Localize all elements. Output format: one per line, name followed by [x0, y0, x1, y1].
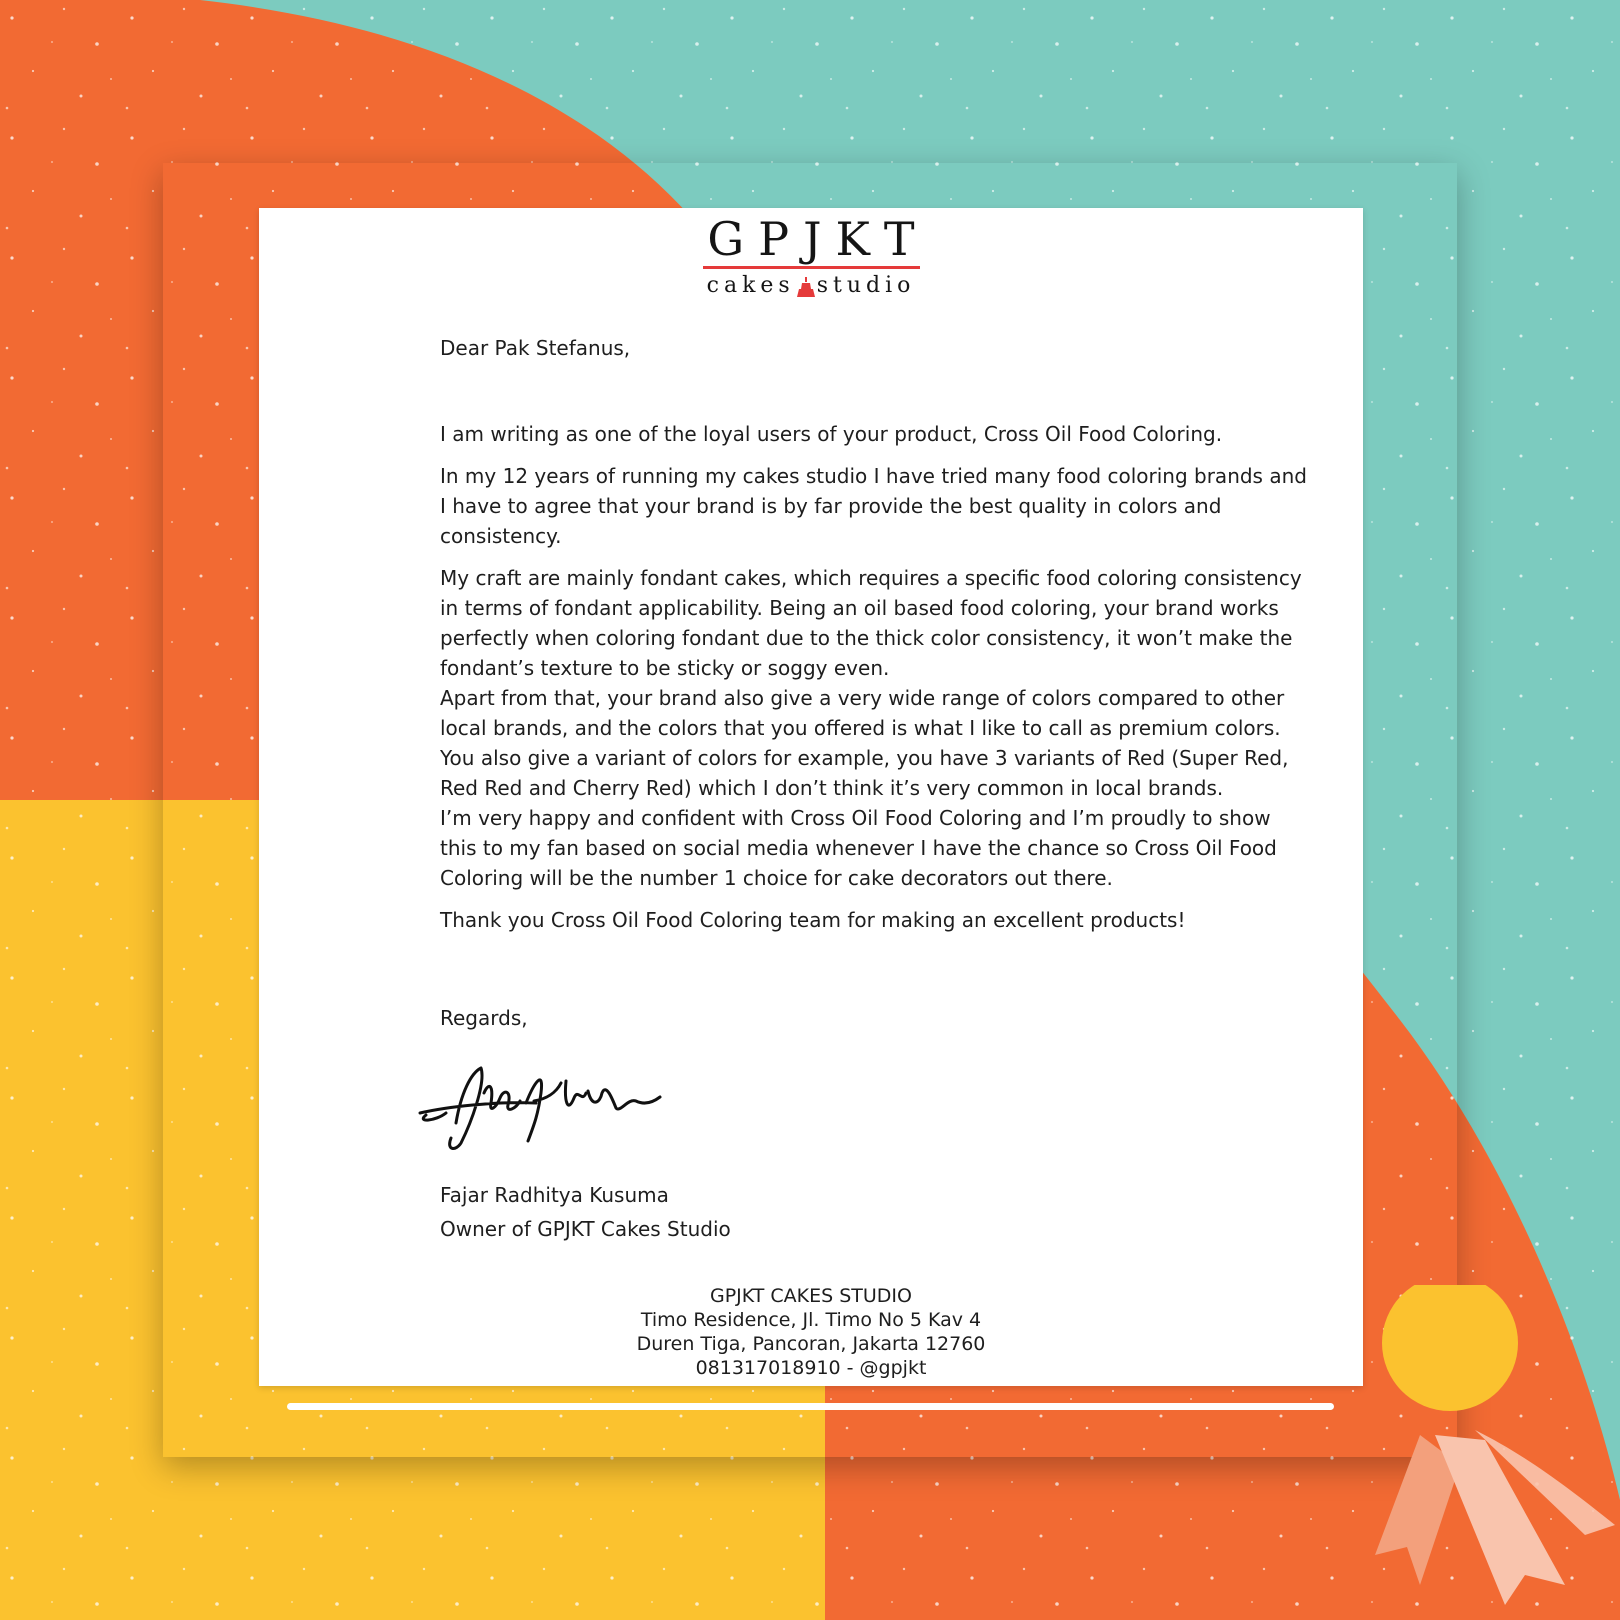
signer-block	[440, 1178, 731, 1246]
letter-footer	[259, 1284, 1363, 1380]
footer-address-2: Duren Tiga, Pancoran, Jakarta 12760	[636, 1333, 986, 1355]
greeting: Dear Pak Stefanus,	[440, 336, 631, 360]
logo-underline	[703, 266, 920, 269]
logo-tagline-right: studio	[816, 273, 916, 298]
logo-tagline	[707, 273, 916, 299]
logo-wordmark: GPJKT	[707, 212, 929, 266]
letter-body	[440, 333, 1310, 935]
handwritten-signature	[416, 1053, 676, 1153]
frame-bottom-bar	[287, 1403, 1334, 1410]
cake-icon	[797, 277, 815, 299]
paragraph-1: I am writing as one of the loyal users of your product, Cross Oil Food Coloring.	[440, 422, 1223, 446]
paragraph-2: In my 12 years of running my cakes studio I have tried many food coloring brands and I have to agree that your brand is by far provide the best quality in colors and consistency.	[440, 464, 1307, 548]
footer-company: GPJKT CAKES STUDIO	[709, 1285, 912, 1307]
closing: Regards,	[440, 1006, 528, 1030]
paragraph-5: I’m very happy and confident with Cross Oil Food Coloring and I’m proudly to show this to my fan based on social media whenever I have the chance so Cross Oil Food Coloring will be the number 1 choice for cake decorators out there.	[440, 806, 1277, 890]
signer-name: Fajar Radhitya Kusuma	[440, 1183, 669, 1207]
logo-tagline-left: cakes	[706, 273, 795, 298]
company-logo	[259, 214, 1363, 299]
paragraph-4: Apart from that, your brand also give a very wide range of colors compared to other local brands, and the colors that you offered is what I like to call as premium colors. You also give a variant of colors for example, you have 3 variants of Red (Super Red, Red Red and Cherry Red) which I don’t think it’s very common in local brands.	[440, 686, 1289, 800]
paragraph-3: My craft are mainly fondant cakes, which requires a specific food coloring consistency in terms of fondant applicability. Being an oil based food coloring, your brand works perfectly when coloring fondant due to the thick color consistency, it won’t make the fondant’s texture to be sticky or soggy even.	[440, 566, 1302, 680]
footer-address-1: Timo Residence, Jl. Timo No 5 Kav 4	[640, 1309, 982, 1331]
award-ribbon-icon	[1335, 1285, 1620, 1620]
signer-title: Owner of GPJKT Cakes Studio	[440, 1217, 731, 1241]
letter-sheet	[259, 208, 1363, 1386]
footer-contact: 081317018910 - @gpjkt	[695, 1357, 927, 1379]
paragraph-6: Thank you Cross Oil Food Coloring team for making an excellent products!	[440, 908, 1186, 932]
